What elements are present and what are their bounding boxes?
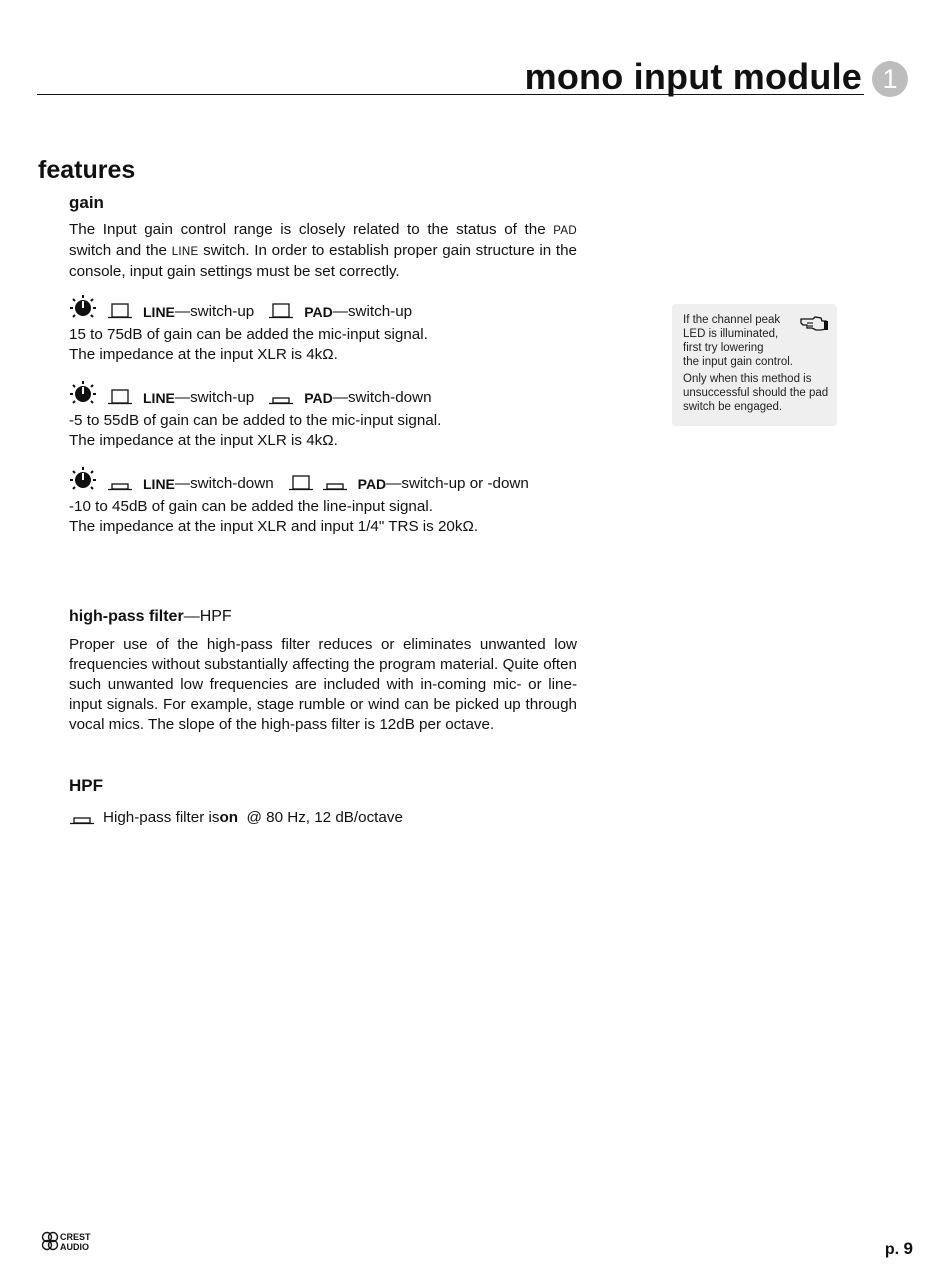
sidenote-box [672,304,837,426]
gain-knob-icon [69,466,97,492]
page-title: mono input module [524,56,862,97]
sidenote-text: If the channel peak LED is illuminated, first try lowering the input gain control. Only when this method is unsuccessful should the pad switch be engaged. [683,314,829,413]
line-state: —switch-up [174,303,255,320]
gain-intro: The Input gain control range is closely related to the status of the PAD switch and the LINE switch. In order to establish proper gain structure in the console, input gain settings must be set correctly. [69,221,577,280]
switch-up-icon [107,388,133,406]
line-label: LINE [143,304,175,320]
line-state: —switch-down [174,475,274,492]
hpf-setting: High-pass filter is on @ 80 Hz, 12 dB/octave [69,804,403,826]
gain-knob-icon [69,294,97,320]
impedance-text: The impedance at the input XLR and input 1/4" TRS is 20kΩ. [69,518,479,535]
pad-state: —switch-up or -down [386,475,529,492]
switch-up-icon [288,474,314,492]
pad-label: PAD [304,304,333,320]
switch-down-icon [322,474,348,492]
switch-up-icon [107,302,133,320]
gain-heading: gain [69,193,104,212]
logo-audio-text: AUDIO [60,1242,89,1252]
chapter-badge: 1 [872,61,908,97]
line-label: LINE [143,476,175,492]
pad-label: PAD [304,390,333,406]
page-number: p. 9 [884,1239,913,1258]
logo-crest-text: CREST [60,1232,91,1242]
hpf-description: Proper use of the high-pass filter reduces or eliminates unwanted low frequencies without substantially affecting the program material. Quite often such unwanted low frequencies are included with in-coming mic- or line-input signals. For example, stage rumble or wind can be picked up through vocal mics. The slope of the high-pass filter is 12dB per octave. [69,636,577,733]
line-state: —switch-up [174,389,255,406]
gain-range-text: 15 to 75dB of gain can be added the mic-input signal. [69,326,428,343]
gain-setting-1 [69,296,412,320]
gain-range-text: -10 to 45dB of gain can be added the line-input signal. [69,498,433,515]
impedance-text: The impedance at the input XLR is 4kΩ. [69,432,338,449]
gain-setting-3 [69,468,529,492]
switch-down-icon [107,474,133,492]
crest-audio-logo [40,1230,116,1252]
switch-down-icon [69,808,95,826]
impedance-text: The impedance at the input XLR is 4kΩ. [69,346,338,363]
pad-state: —switch-up [332,303,413,320]
gain-setting-2 [69,382,432,406]
header-rule [37,94,864,95]
features-heading: features [38,156,136,184]
hpf-section-heading: high-pass filter—HPF [69,608,232,625]
switch-up-icon [268,302,294,320]
switch-down-icon [268,388,294,406]
pad-state: —switch-down [332,389,432,406]
gain-range-text: -5 to 55dB of gain can be added to the mic-input signal. [69,412,442,429]
pad-label: PAD [357,476,387,492]
line-label: LINE [143,390,175,406]
hpf-heading: HPF [69,776,103,795]
gain-knob-icon [69,380,97,406]
